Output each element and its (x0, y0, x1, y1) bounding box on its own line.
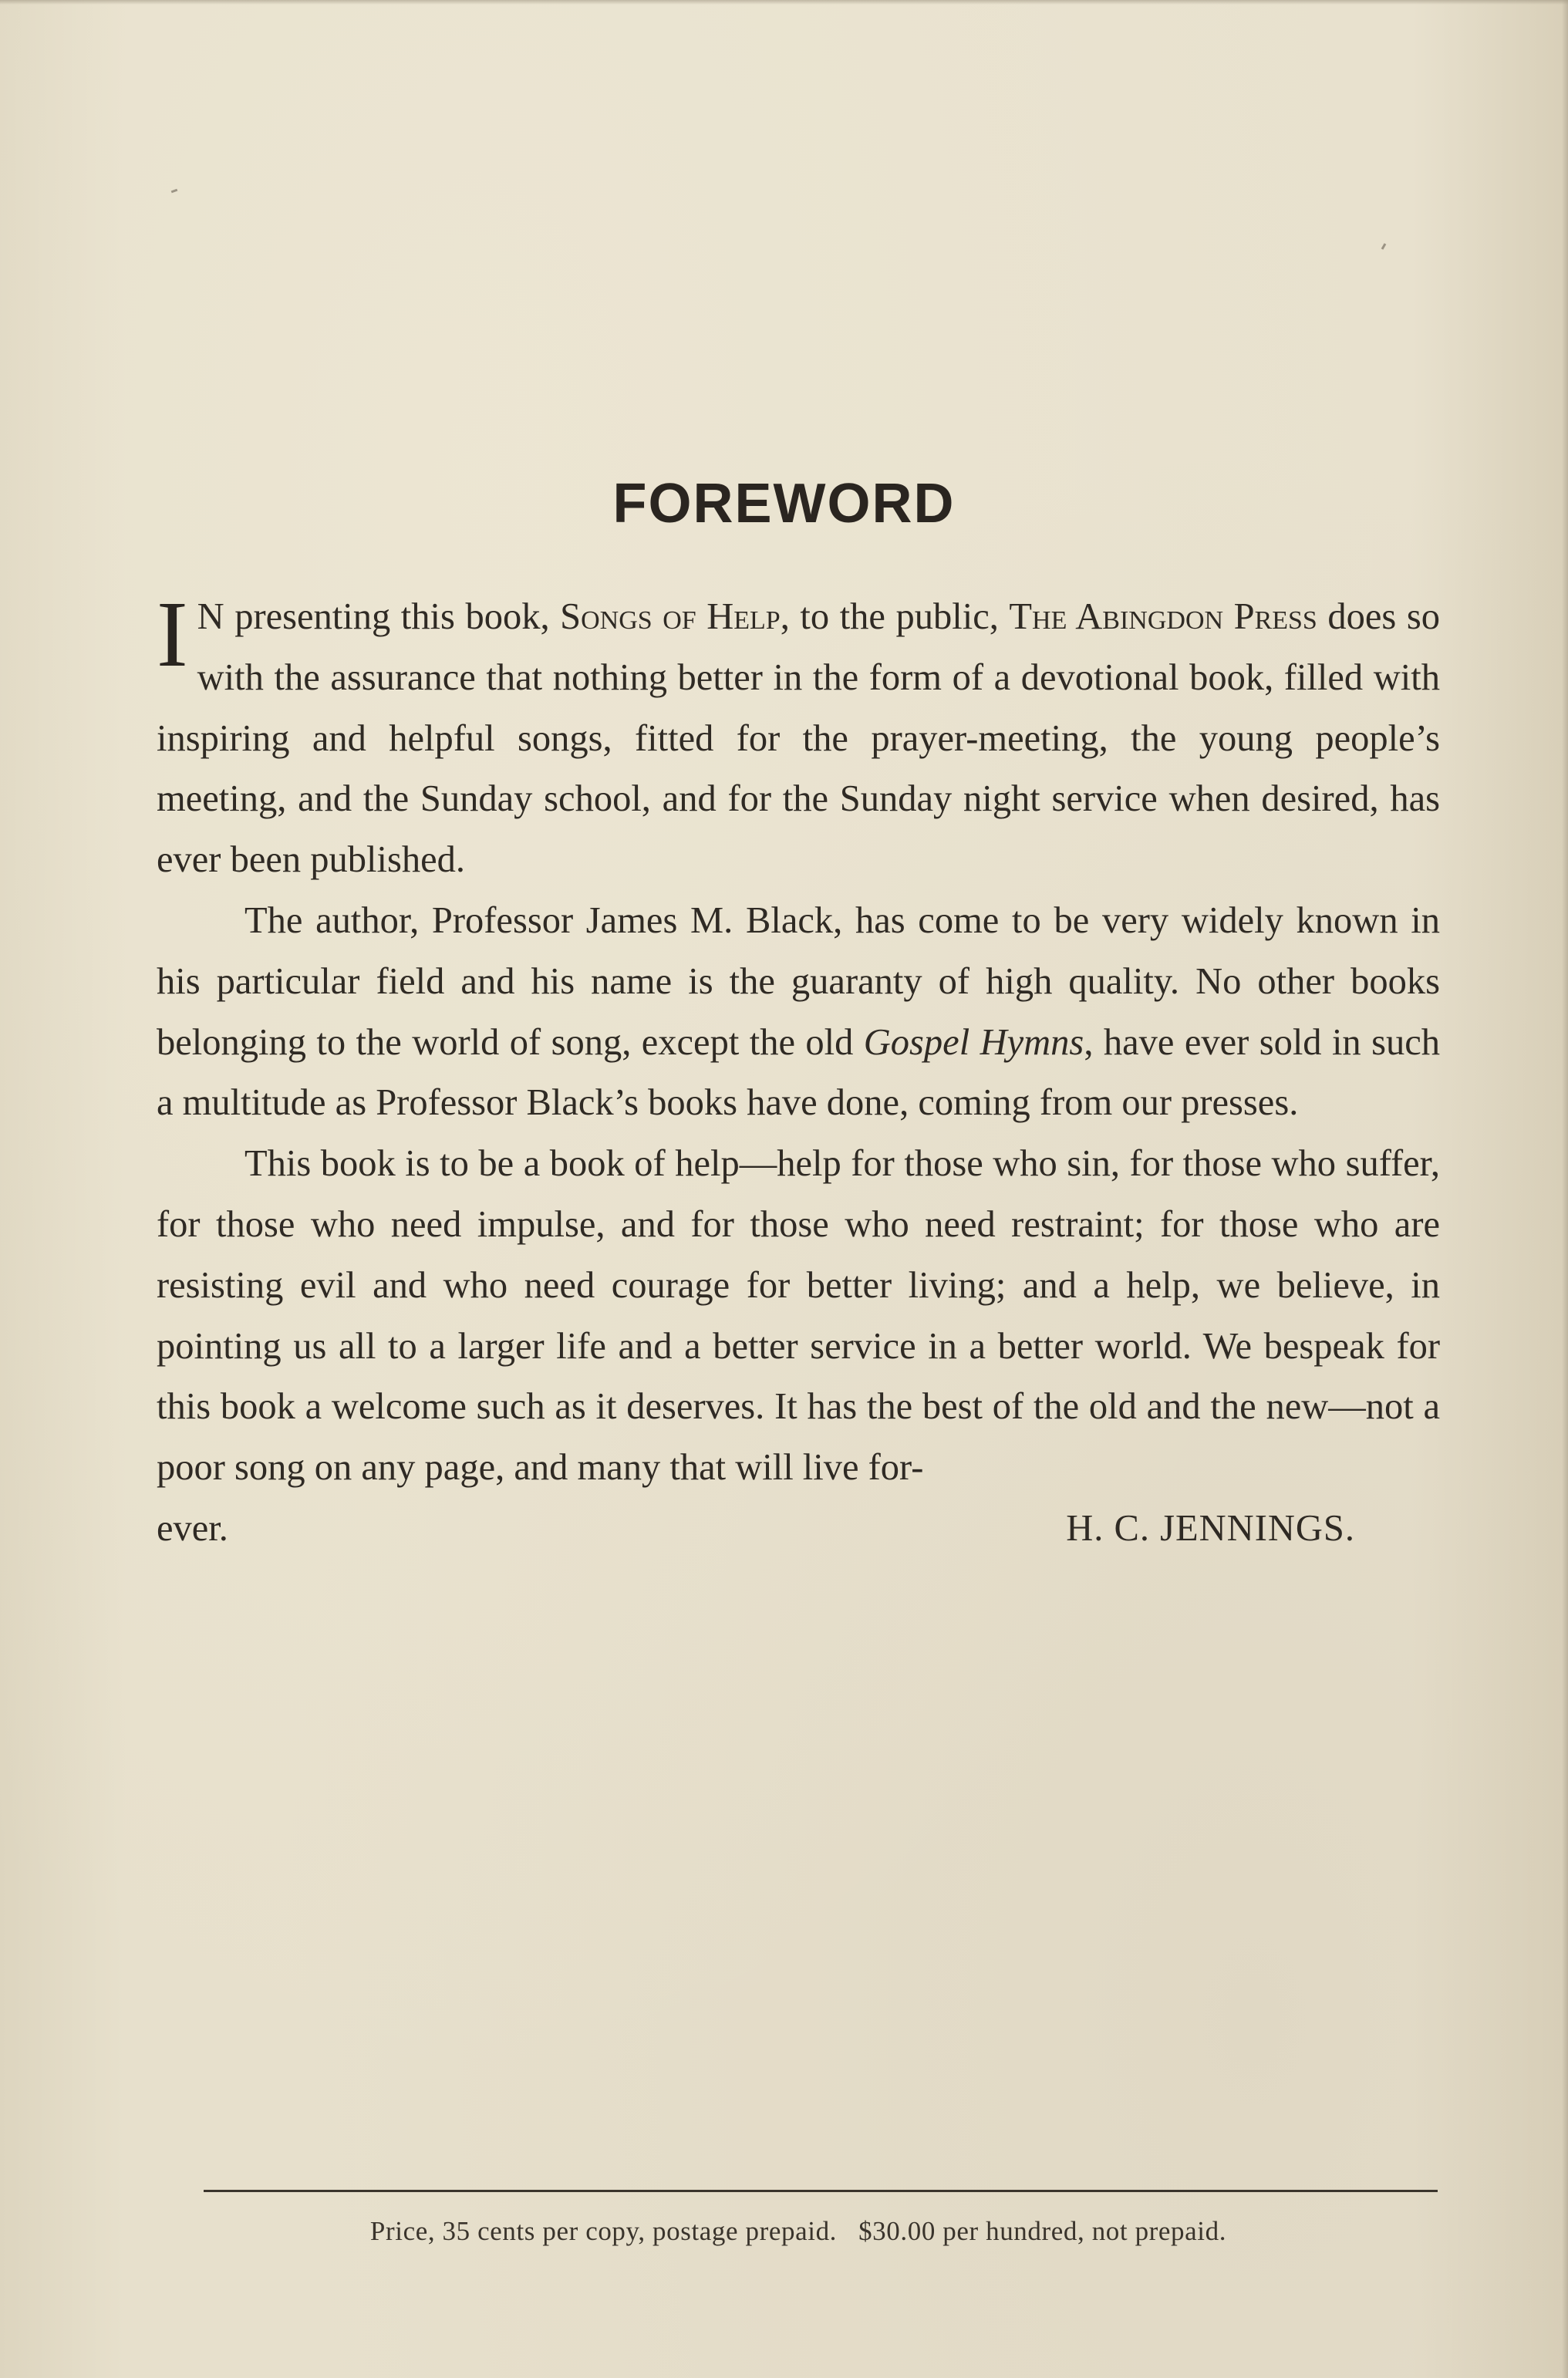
hymnal-title: Gospel Hymns (863, 1021, 1084, 1063)
paragraph-1-text: , to the public, (780, 596, 1010, 637)
page-title: FOREWORD (612, 473, 956, 535)
footer-divider (204, 2190, 1438, 2192)
publisher-name: The Abingdon Press (1009, 596, 1317, 637)
page-right-edge (1562, 0, 1568, 2378)
paragraph-1 (157, 582, 1440, 891)
paragraph-2 (157, 891, 1440, 1134)
book-title: Songs of Help (560, 596, 781, 637)
author-signature: H. C. JENNINGS. (1066, 1507, 1355, 1549)
print-speck (171, 189, 178, 194)
paragraph-3 (157, 1134, 1440, 1499)
paragraph-1-text: does so with the assurance that nothing better in the form of a devotional book, filled with inspiring and helpful songs, fitted for the prayer-meeting, the young people’s meeting, and the Sunday school, and for the Sunday night service when desired, has ever been published. (157, 596, 1440, 881)
closing-line (157, 1499, 1440, 1560)
paragraph-2-text: , have ever sold in such a multitude as Professor Black’s books have done, coming from our presses. (157, 1021, 1440, 1124)
paragraph-1-text: N presenting this book, (197, 596, 561, 637)
closing-word: ever. (157, 1507, 228, 1549)
foreword-body (157, 582, 1440, 1560)
price-footer: Price, 35 cents per copy, postage prepaid. $30.00 per hundred, not prepaid. (369, 2216, 1227, 2246)
page-top-edge (0, 0, 1568, 5)
paragraph-2-text: The author, Professor James M. Black, has come to be very widely known in his particular field and his name is the guaranty of high quality. No other books belonging to the world of song, except the old (157, 899, 1440, 1063)
drop-cap: I (157, 582, 188, 686)
print-speck (1381, 243, 1387, 249)
paragraph-3-text: This book is to be a book of help—help for those who sin, for those who suffer, for those who need impulse, and for those who need restraint; for those who are resisting evil and who need courage for better living; and a help, we believe, in pointing us all to a larger life and a better service in a better world. We bespeak for this book a welcome such as it deserves. It has the best of the old and the new—not a poor song on any page, and many that will live for- (157, 1143, 1440, 1489)
